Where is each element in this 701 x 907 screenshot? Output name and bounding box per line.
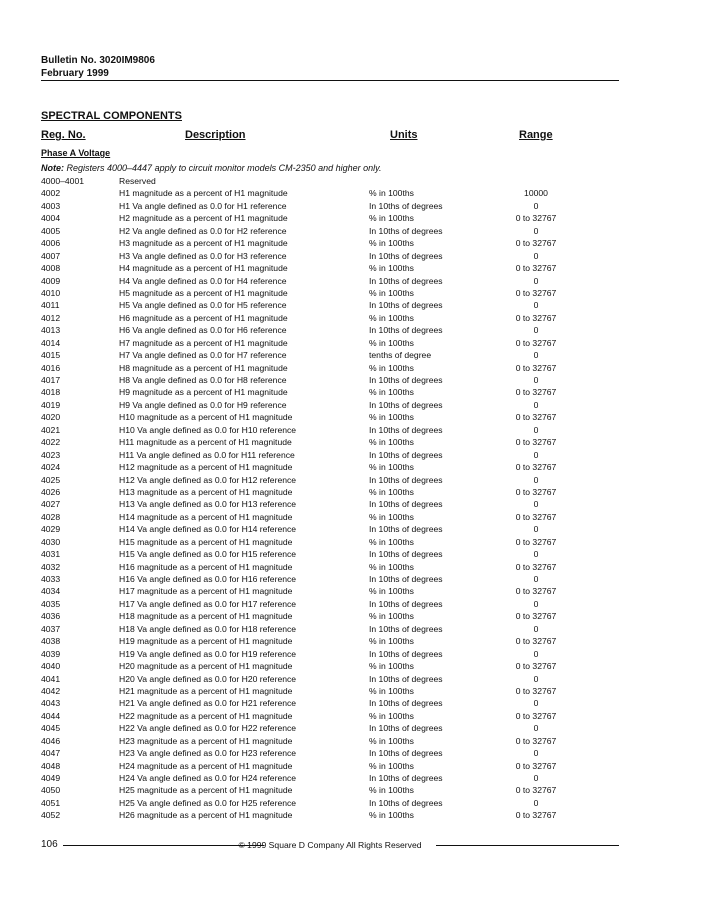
note-text: Registers 4000–4447 apply to circuit monitor models CM-2350 and higher only. — [64, 163, 382, 173]
description-cell: H20 magnitude as a percent of H1 magnitude — [119, 661, 293, 672]
table-row — [0, 349, 701, 361]
units-cell: % in 100ths — [369, 387, 414, 398]
range-cell: 0 — [533, 797, 539, 808]
table-row — [0, 374, 701, 386]
copyright-notice: © 1999 Square D Company All Rights Reserved — [238, 840, 422, 850]
table-row — [0, 362, 701, 374]
units-cell: % in 100ths — [369, 238, 414, 249]
units-cell: In 10ths of degrees — [369, 773, 443, 783]
column-header-range: Range — [519, 129, 553, 141]
table-row — [0, 187, 701, 199]
units-cell: % in 100ths — [369, 536, 414, 547]
reg-no-cell: 4047 — [41, 748, 61, 759]
reg-no-cell: 4034 — [41, 586, 61, 597]
table-row — [0, 760, 701, 772]
units-cell: % in 100ths — [369, 486, 414, 497]
table-row — [0, 511, 701, 523]
description-cell: H26 magnitude as a percent of H1 magnitude — [119, 810, 293, 821]
units-cell: % in 100ths — [369, 710, 414, 721]
reg-no-cell: 4041 — [41, 673, 61, 684]
reg-no-cell: 4005 — [41, 225, 61, 236]
description-cell: H18 magnitude as a percent of H1 magnitude — [119, 611, 293, 622]
footer-rule-right — [436, 845, 619, 846]
description-cell: H7 magnitude as a percent of H1 magnitude — [119, 337, 288, 348]
range-cell: 0 to 32767 — [515, 486, 557, 497]
units-cell: % in 100ths — [369, 785, 414, 796]
reg-no-cell: 4006 — [41, 238, 61, 249]
range-cell: 0 to 32767 — [515, 561, 557, 572]
range-cell: 0 — [533, 449, 539, 460]
units-cell: In 10ths of degrees — [369, 524, 443, 535]
units-cell: % in 100ths — [369, 561, 414, 572]
reg-no-cell: 4039 — [41, 648, 61, 659]
description-cell: H8 magnitude as a percent of H1 magnitude — [119, 362, 288, 373]
table-row — [0, 735, 701, 747]
description-cell: H23 magnitude as a percent of H1 magnitude — [119, 735, 293, 746]
reg-no-cell: 4035 — [41, 598, 61, 609]
units-cell: In 10ths of degrees — [369, 574, 443, 584]
reg-no-cell: 4023 — [41, 449, 61, 460]
range-cell: 0 — [533, 499, 539, 510]
description-cell: H24 Va angle defined as 0.0 for H24 reference — [119, 773, 297, 783]
note-label: Note: — [41, 163, 64, 173]
reg-no-cell: 4033 — [41, 574, 61, 584]
range-cell: 0 to 32767 — [515, 312, 557, 323]
units-cell: In 10ths of degrees — [369, 698, 443, 709]
reg-no-cell: 4028 — [41, 511, 61, 522]
table-row — [0, 324, 701, 336]
description-cell: H7 Va angle defined as 0.0 for H7 reference — [119, 350, 287, 361]
reg-no-cell: 4027 — [41, 499, 61, 510]
reg-no-cell: 4000–4001 — [41, 176, 85, 186]
range-cell: 0 to 32767 — [515, 263, 557, 274]
range-cell: 0 — [533, 375, 539, 385]
page-footer — [41, 839, 619, 853]
description-cell: H22 magnitude as a percent of H1 magnitude — [119, 710, 293, 721]
description-cell: H21 magnitude as a percent of H1 magnitude — [119, 685, 293, 696]
description-cell: H6 magnitude as a percent of H1 magnitude — [119, 312, 288, 323]
units-cell: In 10ths of degrees — [369, 673, 443, 684]
reg-no-cell: 4003 — [41, 200, 61, 211]
reg-no-cell: 4016 — [41, 362, 61, 373]
table-row — [0, 710, 701, 722]
table-row — [0, 498, 701, 510]
description-cell: H25 Va angle defined as 0.0 for H25 reference — [119, 797, 297, 808]
reg-no-cell: 4007 — [41, 250, 61, 261]
units-cell: In 10ths of degrees — [369, 499, 443, 510]
range-cell: 0 to 32767 — [515, 337, 557, 348]
units-cell: % in 100ths — [369, 661, 414, 672]
header-rule — [41, 80, 619, 81]
table-row — [0, 573, 701, 585]
description-cell: H3 magnitude as a percent of H1 magnitude — [119, 238, 288, 249]
description-cell: H19 Va angle defined as 0.0 for H19 reference — [119, 648, 297, 659]
range-cell: 0 to 32767 — [515, 685, 557, 696]
table-row — [0, 598, 701, 610]
reg-no-cell: 4022 — [41, 437, 61, 448]
reg-no-cell: 4030 — [41, 536, 61, 547]
bulletin-date: February 1999 — [41, 68, 109, 79]
description-cell: H20 Va angle defined as 0.0 for H20 reference — [119, 673, 297, 684]
description-cell: H25 magnitude as a percent of H1 magnitude — [119, 785, 293, 796]
range-cell: 0 to 32767 — [515, 661, 557, 672]
range-cell: 0 — [533, 474, 539, 485]
units-cell: % in 100ths — [369, 511, 414, 522]
reg-no-cell: 4049 — [41, 773, 61, 783]
range-cell: 0 to 32767 — [515, 735, 557, 746]
reg-no-cell: 4045 — [41, 723, 61, 734]
range-cell: 0 — [533, 648, 539, 659]
reg-no-cell: 4015 — [41, 350, 61, 361]
table-row — [0, 411, 701, 423]
description-cell: H1 magnitude as a percent of H1 magnitude — [119, 188, 288, 199]
column-header-description: Description — [185, 129, 246, 141]
table-row — [0, 585, 701, 597]
units-cell: % in 100ths — [369, 810, 414, 821]
description-cell: H11 Va angle defined as 0.0 for H11 reference — [119, 449, 295, 460]
units-cell: % in 100ths — [369, 312, 414, 323]
table-row — [0, 697, 701, 709]
range-cell: 0 to 32767 — [515, 362, 557, 373]
reg-no-cell: 4043 — [41, 698, 61, 709]
reg-no-cell: 4036 — [41, 611, 61, 622]
units-cell: In 10ths of degrees — [369, 623, 443, 634]
note — [41, 163, 382, 173]
table-row — [0, 337, 701, 349]
range-cell: 0 to 32767 — [515, 536, 557, 547]
table-row — [0, 610, 701, 622]
range-cell: 0 to 32767 — [515, 462, 557, 473]
table-row — [0, 200, 701, 212]
range-cell: 0 — [533, 723, 539, 734]
range-cell: 0 — [533, 225, 539, 236]
reg-no-cell: 4026 — [41, 486, 61, 497]
description-cell: H8 Va angle defined as 0.0 for H8 reference — [119, 375, 287, 385]
units-cell: In 10ths of degrees — [369, 325, 443, 336]
reg-no-cell: 4011 — [41, 300, 60, 311]
range-cell: 0 — [533, 673, 539, 684]
units-cell: In 10ths of degrees — [369, 399, 443, 410]
reg-no-cell: 4002 — [41, 188, 61, 199]
range-cell: 0 — [533, 350, 539, 361]
description-cell: H2 Va angle defined as 0.0 for H2 reference — [119, 225, 287, 236]
range-cell: 0 to 32767 — [515, 412, 557, 423]
reg-no-cell: 4051 — [41, 797, 61, 808]
units-cell: In 10ths of degrees — [369, 549, 443, 560]
range-cell: 0 — [533, 598, 539, 609]
table-row — [0, 399, 701, 411]
range-cell: 0 — [533, 698, 539, 709]
description-cell: H1 Va angle defined as 0.0 for H1 reference — [119, 200, 287, 211]
page-number: 106 — [41, 839, 58, 850]
description-cell: H17 Va angle defined as 0.0 for H17 reference — [119, 598, 297, 609]
table-row — [0, 523, 701, 535]
table-row — [0, 747, 701, 759]
description-cell: H13 Va angle defined as 0.0 for H13 reference — [119, 499, 297, 510]
description-cell: H9 magnitude as a percent of H1 magnitude — [119, 387, 288, 398]
units-cell: % in 100ths — [369, 213, 414, 224]
table-row — [0, 436, 701, 448]
units-cell: % in 100ths — [369, 611, 414, 622]
description-cell: H4 Va angle defined as 0.0 for H4 reference — [119, 275, 287, 286]
range-cell: 0 — [533, 623, 539, 634]
reg-no-cell: 4037 — [41, 623, 61, 634]
reg-no-cell: 4018 — [41, 387, 61, 398]
range-cell: 0 — [533, 549, 539, 560]
units-cell: In 10ths of degrees — [369, 375, 443, 385]
description-cell: H14 magnitude as a percent of H1 magnitude — [119, 511, 293, 522]
description-cell: H17 magnitude as a percent of H1 magnitude — [119, 586, 293, 597]
table-row — [0, 797, 701, 809]
range-cell: 0 — [533, 424, 539, 435]
units-cell: In 10ths of degrees — [369, 598, 443, 609]
description-cell: H6 Va angle defined as 0.0 for H6 reference — [119, 325, 287, 336]
table-row — [0, 299, 701, 311]
table-row — [0, 623, 701, 635]
units-cell: % in 100ths — [369, 636, 414, 647]
units-cell: In 10ths of degrees — [369, 300, 443, 311]
description-cell: H5 magnitude as a percent of H1 magnitude — [119, 287, 288, 298]
description-cell: H3 Va angle defined as 0.0 for H3 reference — [119, 250, 287, 261]
table-row — [0, 461, 701, 473]
description-cell: H15 magnitude as a percent of H1 magnitude — [119, 536, 293, 547]
description-cell: H24 magnitude as a percent of H1 magnitude — [119, 760, 293, 771]
reg-no-cell: 4024 — [41, 462, 61, 473]
bulletin-number: Bulletin No. 3020IM9806 — [41, 55, 155, 66]
units-cell: % in 100ths — [369, 760, 414, 771]
units-cell: In 10ths of degrees — [369, 225, 443, 236]
reg-no-cell: 4046 — [41, 735, 61, 746]
reg-no-cell: 4020 — [41, 412, 61, 423]
column-header-reg-no: Reg. No. — [41, 129, 86, 141]
units-cell: % in 100ths — [369, 735, 414, 746]
range-cell: 0 — [533, 748, 539, 759]
table-row — [0, 784, 701, 796]
units-cell: % in 100ths — [369, 437, 414, 448]
table-row — [0, 449, 701, 461]
description-cell: H9 Va angle defined as 0.0 for H9 reference — [119, 399, 287, 410]
range-cell: 0 to 32767 — [515, 586, 557, 597]
reg-no-cell: 4050 — [41, 785, 61, 796]
reg-no-cell: 4021 — [41, 424, 61, 435]
range-cell: 0 — [533, 399, 539, 410]
description-cell: H4 magnitude as a percent of H1 magnitude — [119, 263, 288, 274]
table-row — [0, 548, 701, 560]
units-cell: % in 100ths — [369, 287, 414, 298]
range-cell: 0 to 32767 — [515, 387, 557, 398]
description-cell: Reserved — [119, 176, 156, 186]
description-cell: H13 magnitude as a percent of H1 magnitude — [119, 486, 293, 497]
range-cell: 0 — [533, 250, 539, 261]
units-cell: % in 100ths — [369, 188, 414, 199]
units-cell: % in 100ths — [369, 412, 414, 423]
reg-no-cell: 4029 — [41, 524, 61, 535]
description-cell: H14 Va angle defined as 0.0 for H14 reference — [119, 524, 297, 535]
reg-no-cell: 4004 — [41, 213, 61, 224]
range-cell: 0 — [533, 524, 539, 535]
table-row — [0, 212, 701, 224]
units-cell: % in 100ths — [369, 263, 414, 274]
table-row — [0, 275, 701, 287]
table-row — [0, 225, 701, 237]
description-cell: H19 magnitude as a percent of H1 magnitude — [119, 636, 293, 647]
reg-no-cell: 4014 — [41, 337, 61, 348]
table-row — [0, 635, 701, 647]
table-row — [0, 685, 701, 697]
range-cell: 0 to 32767 — [515, 511, 557, 522]
table-row — [0, 262, 701, 274]
units-cell: % in 100ths — [369, 685, 414, 696]
table-row — [0, 486, 701, 498]
description-cell: H16 Va angle defined as 0.0 for H16 reference — [119, 574, 297, 584]
units-cell: In 10ths of degrees — [369, 797, 443, 808]
units-cell: In 10ths of degrees — [369, 748, 443, 759]
description-cell: H21 Va angle defined as 0.0 for H21 reference — [119, 698, 297, 709]
subsection-title: Phase A Voltage — [41, 148, 111, 158]
table-row — [0, 287, 701, 299]
units-cell: tenths of degree — [369, 350, 432, 361]
reg-no-cell: 4031 — [41, 549, 61, 560]
reg-no-cell: 4017 — [41, 375, 61, 385]
table-row — [0, 648, 701, 660]
reg-no-cell: 4040 — [41, 661, 61, 672]
column-header-units: Units — [390, 129, 418, 141]
table-row — [0, 673, 701, 685]
reg-no-cell: 4048 — [41, 760, 61, 771]
range-cell: 0 — [533, 200, 539, 211]
table-row — [0, 237, 701, 249]
description-cell: H18 Va angle defined as 0.0 for H18 reference — [119, 623, 297, 634]
description-cell: H12 Va angle defined as 0.0 for H12 reference — [119, 474, 297, 485]
range-cell: 0 to 32767 — [515, 810, 557, 821]
units-cell: In 10ths of degrees — [369, 723, 443, 734]
reg-no-cell: 4052 — [41, 810, 61, 821]
units-cell: In 10ths of degrees — [369, 449, 443, 460]
range-cell: 0 — [533, 773, 539, 783]
range-cell: 0 to 32767 — [515, 760, 557, 771]
range-cell: 10000 — [524, 188, 548, 199]
description-cell: H12 magnitude as a percent of H1 magnitude — [119, 462, 293, 473]
description-cell: H16 magnitude as a percent of H1 magnitude — [119, 561, 293, 572]
range-cell: 0 to 32767 — [515, 213, 557, 224]
table-row — [0, 312, 701, 324]
units-cell: % in 100ths — [369, 586, 414, 597]
description-cell: H10 magnitude as a percent of H1 magnitude — [119, 412, 293, 423]
register-table — [0, 175, 701, 822]
table-row — [0, 561, 701, 573]
description-cell: H10 Va angle defined as 0.0 for H10 reference — [119, 424, 297, 435]
range-cell: 0 to 32767 — [515, 636, 557, 647]
table-row — [0, 474, 701, 486]
table-row — [0, 250, 701, 262]
reg-no-cell: 4042 — [41, 685, 61, 696]
range-cell: 0 — [533, 574, 539, 584]
reg-no-cell: 4019 — [41, 399, 61, 410]
table-row — [0, 809, 701, 821]
range-cell: 0 — [533, 275, 539, 286]
table-row — [0, 660, 701, 672]
description-cell: H23 Va angle defined as 0.0 for H23 reference — [119, 748, 297, 759]
range-cell: 0 to 32767 — [515, 710, 557, 721]
range-cell: 0 — [533, 325, 539, 336]
table-row — [0, 536, 701, 548]
table-row — [0, 175, 701, 187]
units-cell: In 10ths of degrees — [369, 424, 443, 435]
reg-no-cell: 4012 — [41, 312, 61, 323]
reg-no-cell: 4010 — [41, 287, 61, 298]
units-cell: In 10ths of degrees — [369, 474, 443, 485]
section-title: SPECTRAL COMPONENTS — [41, 110, 182, 122]
range-cell: 0 to 32767 — [515, 437, 557, 448]
range-cell: 0 to 32767 — [515, 287, 557, 298]
units-cell: In 10ths of degrees — [369, 200, 443, 211]
description-cell: H15 Va angle defined as 0.0 for H15 reference — [119, 549, 297, 560]
units-cell: In 10ths of degrees — [369, 648, 443, 659]
reg-no-cell: 4032 — [41, 561, 61, 572]
description-cell: H5 Va angle defined as 0.0 for H5 reference — [119, 300, 287, 311]
reg-no-cell: 4025 — [41, 474, 61, 485]
reg-no-cell: 4013 — [41, 325, 61, 336]
units-cell: % in 100ths — [369, 362, 414, 373]
table-row — [0, 424, 701, 436]
range-cell: 0 to 32767 — [515, 611, 557, 622]
units-cell: % in 100ths — [369, 462, 414, 473]
description-cell: H11 magnitude as a percent of H1 magnitude — [119, 437, 292, 448]
units-cell: % in 100ths — [369, 337, 414, 348]
table-row — [0, 386, 701, 398]
description-cell: H2 magnitude as a percent of H1 magnitude — [119, 213, 288, 224]
units-cell: In 10ths of degrees — [369, 275, 443, 286]
table-row — [0, 722, 701, 734]
range-cell: 0 to 32767 — [515, 238, 557, 249]
units-cell: In 10ths of degrees — [369, 250, 443, 261]
reg-no-cell: 4038 — [41, 636, 61, 647]
table-row — [0, 772, 701, 784]
reg-no-cell: 4008 — [41, 263, 61, 274]
description-cell: H22 Va angle defined as 0.0 for H22 reference — [119, 723, 297, 734]
bulletin-header — [41, 54, 155, 80]
range-cell: 0 to 32767 — [515, 785, 557, 796]
reg-no-cell: 4044 — [41, 710, 61, 721]
range-cell: 0 — [533, 300, 539, 311]
reg-no-cell: 4009 — [41, 275, 61, 286]
